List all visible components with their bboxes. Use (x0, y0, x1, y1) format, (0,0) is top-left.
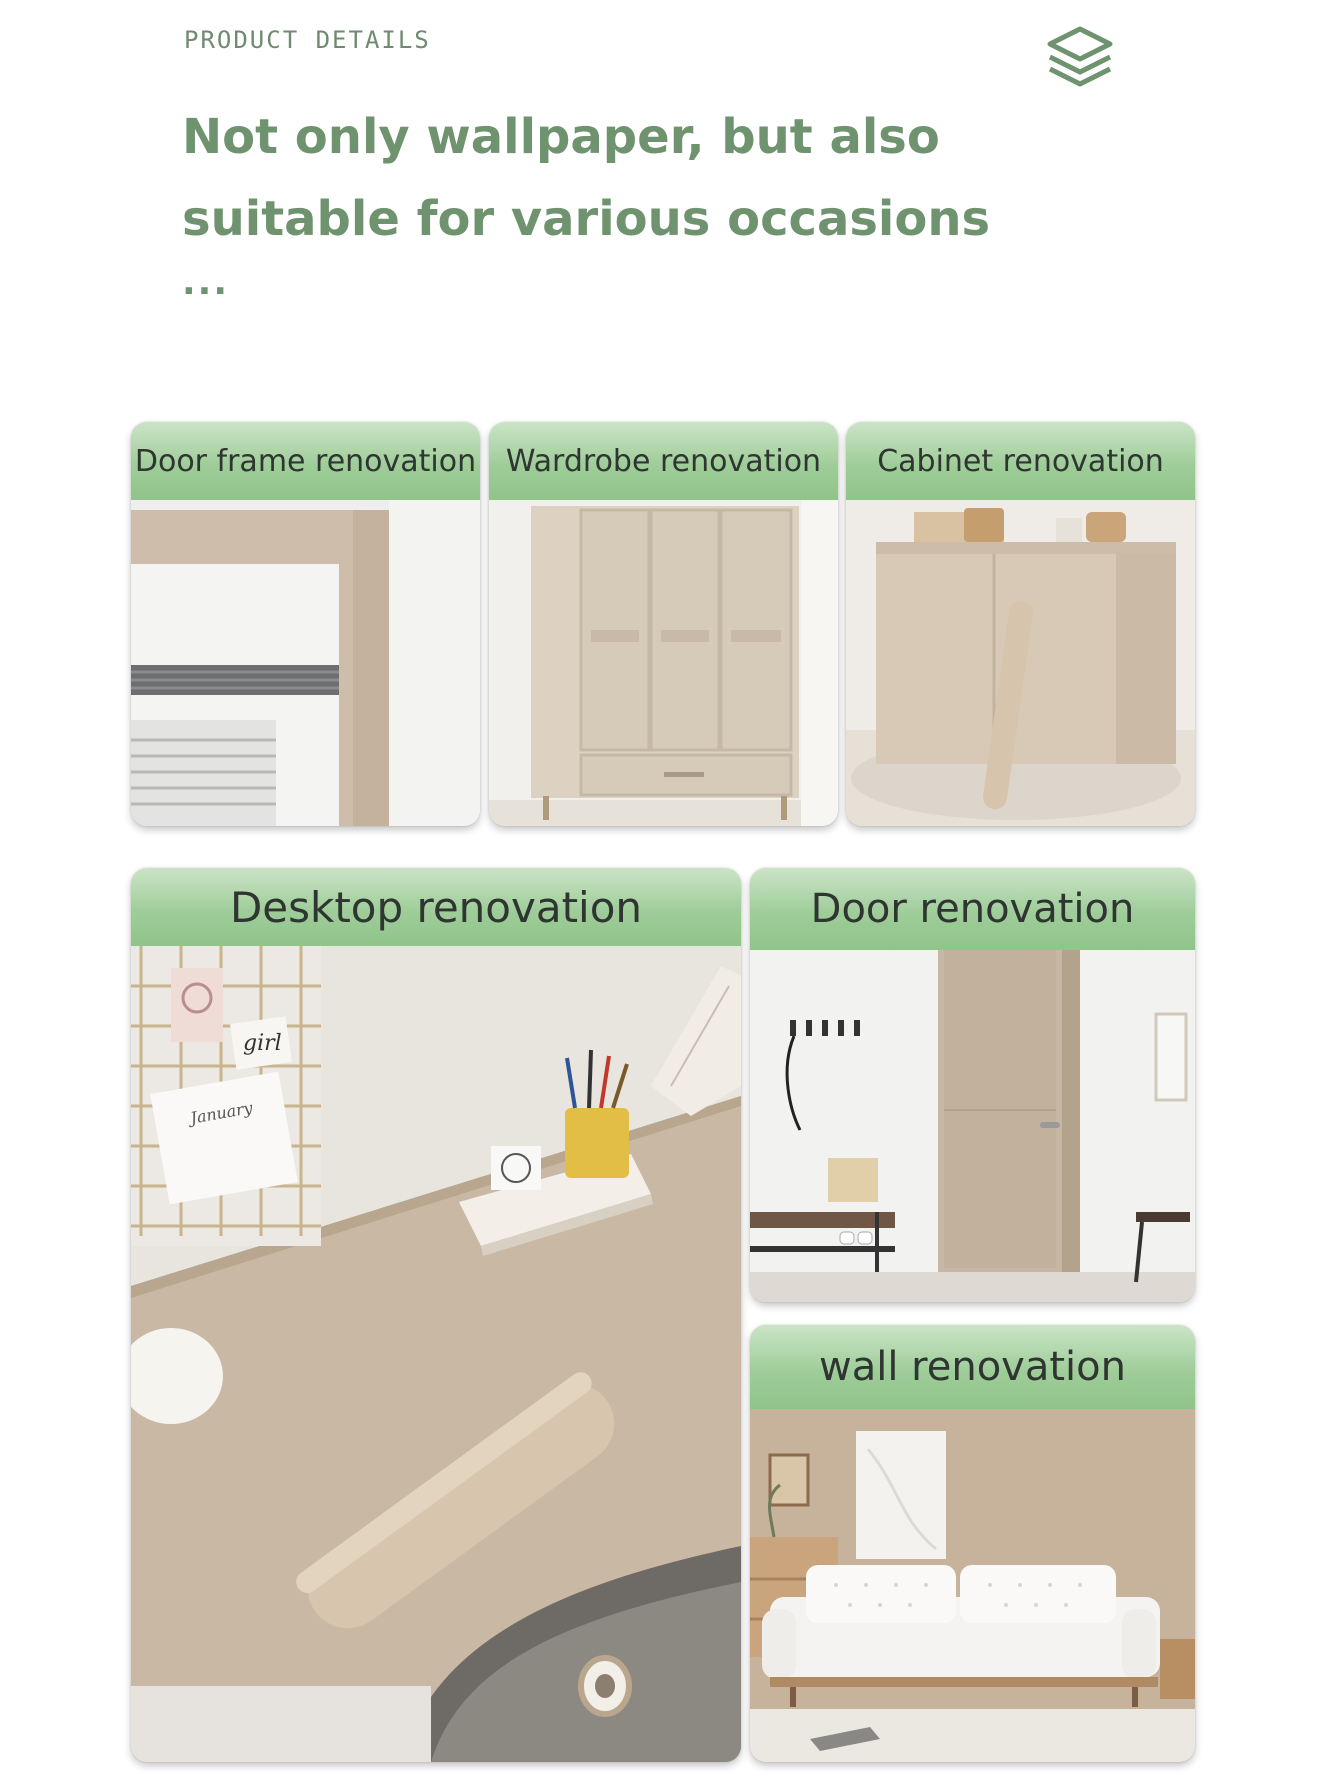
door-photo (750, 950, 1195, 1302)
card-title: Wardrobe renovation (489, 422, 838, 500)
card-cabinet-renovation (846, 422, 1195, 826)
memo-card-text: girl (243, 1031, 282, 1056)
card-wardrobe-renovation (489, 422, 838, 826)
section-eyebrow: PRODUCT DETAILS (184, 26, 431, 54)
layers-icon (1044, 24, 1116, 90)
cabinet-photo (846, 500, 1195, 826)
card-wall-renovation (750, 1325, 1195, 1762)
headline-ellipsis: ... (182, 262, 230, 303)
desktop-photo (131, 946, 741, 1762)
door-frame-photo (131, 500, 480, 826)
headline (182, 96, 1082, 260)
card-door-frame-renovation (131, 422, 480, 826)
card-door-renovation (750, 868, 1195, 1302)
wardrobe-photo (489, 500, 838, 826)
headline-line-1: Not only wallpaper, but also (182, 109, 940, 165)
card-title: Door renovation (750, 868, 1195, 950)
card-title: Door frame renovation (131, 422, 480, 500)
calendar-text: January (188, 1098, 255, 1128)
headline-line-2: suitable for various occasions (182, 191, 991, 247)
wall-photo (750, 1409, 1195, 1762)
card-desktop-renovation (131, 868, 741, 1762)
card-title: Cabinet renovation (846, 422, 1195, 500)
card-title: Desktop renovation (131, 868, 741, 946)
card-title: wall renovation (750, 1325, 1195, 1409)
